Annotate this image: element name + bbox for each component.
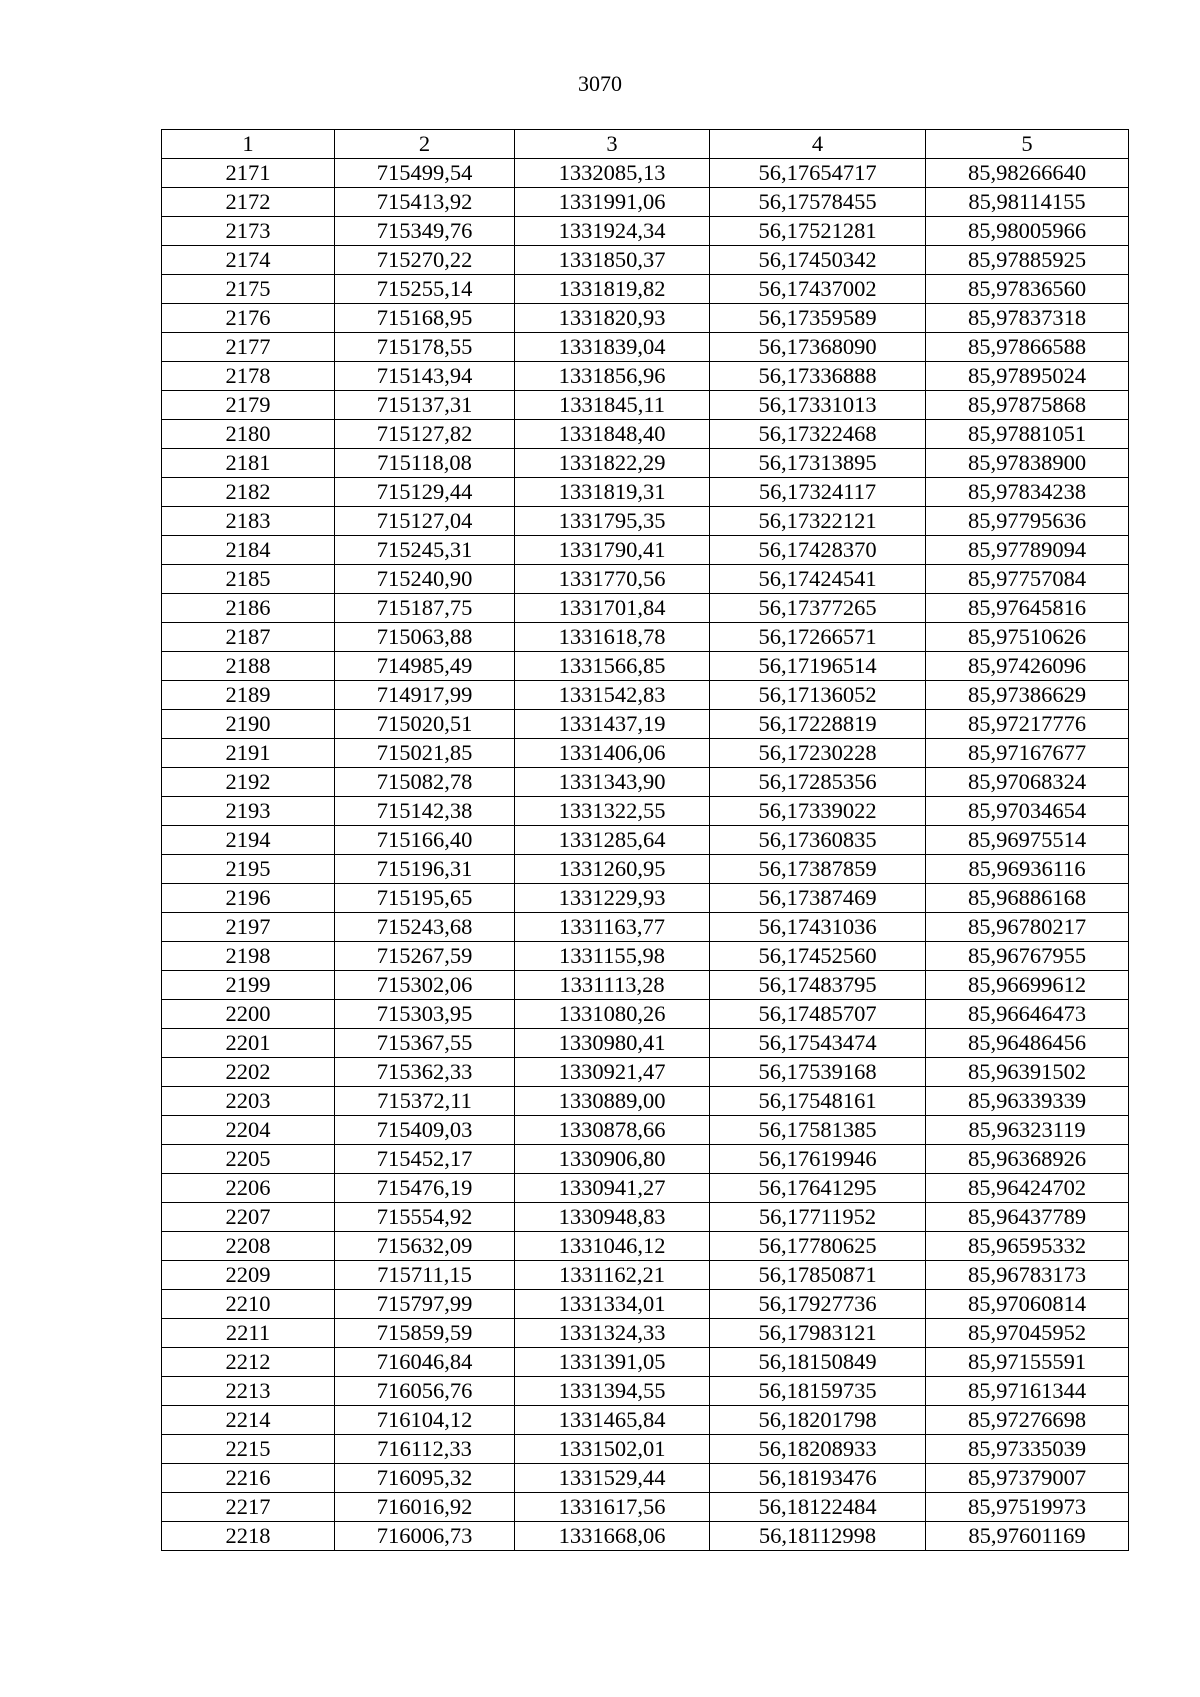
table-cell: 56,18201798 [710,1406,926,1435]
table-cell: 56,18122484 [710,1493,926,1522]
table-row [162,1406,1129,1435]
table-cell: 1331839,04 [515,333,710,362]
table-cell: 715452,17 [335,1145,515,1174]
table-cell: 1330906,80 [515,1145,710,1174]
table-cell: 715240,90 [335,565,515,594]
table-cell: 1331324,33 [515,1319,710,1348]
table-row [162,362,1129,391]
table-cell: 85,96780217 [926,913,1129,942]
table-row [162,1058,1129,1087]
table-cell: 2196 [162,884,335,913]
table-cell: 1331542,83 [515,681,710,710]
table-cell: 716095,32 [335,1464,515,1493]
table-cell: 85,97167677 [926,739,1129,768]
table-cell: 2172 [162,188,335,217]
table-row [162,681,1129,710]
column-header: 4 [710,130,926,159]
table-cell: 715127,82 [335,420,515,449]
table-row [162,1464,1129,1493]
table-cell: 715413,92 [335,188,515,217]
table-cell: 715302,06 [335,971,515,1000]
table-cell: 2186 [162,594,335,623]
table-cell: 1331163,77 [515,913,710,942]
table-cell: 85,97834238 [926,478,1129,507]
table-cell: 85,96886168 [926,884,1129,913]
table-cell: 1331529,44 [515,1464,710,1493]
table-cell: 1331856,96 [515,362,710,391]
table-cell: 85,97386629 [926,681,1129,710]
table-cell: 2200 [162,1000,335,1029]
table-cell: 85,96368926 [926,1145,1129,1174]
table-row [162,217,1129,246]
table-cell: 2206 [162,1174,335,1203]
table-cell: 85,97757084 [926,565,1129,594]
table-header-row [162,130,1129,159]
table-cell: 1330980,41 [515,1029,710,1058]
table-cell: 2207 [162,1203,335,1232]
table-cell: 85,98266640 [926,159,1129,188]
table-cell: 1330948,83 [515,1203,710,1232]
column-header: 5 [926,130,1129,159]
table-row [162,507,1129,536]
table-cell: 1331502,01 [515,1435,710,1464]
table-cell: 2177 [162,333,335,362]
table-cell: 2173 [162,217,335,246]
table-cell: 56,17711952 [710,1203,926,1232]
table-cell: 716112,33 [335,1435,515,1464]
table-cell: 85,96975514 [926,826,1129,855]
table-cell: 2182 [162,478,335,507]
table-cell: 85,97379007 [926,1464,1129,1493]
table-cell: 1331437,19 [515,710,710,739]
table-cell: 2195 [162,855,335,884]
table-row [162,855,1129,884]
table-cell: 1331394,55 [515,1377,710,1406]
table-cell: 56,17336888 [710,362,926,391]
table-row [162,768,1129,797]
table-cell: 715178,55 [335,333,515,362]
table-row [162,797,1129,826]
table-cell: 85,96424702 [926,1174,1129,1203]
table-cell: 2204 [162,1116,335,1145]
table-cell: 715195,65 [335,884,515,913]
table-cell: 56,17322468 [710,420,926,449]
table-cell: 56,17230228 [710,739,926,768]
table-cell: 715082,78 [335,768,515,797]
table-row [162,275,1129,304]
table-cell: 2194 [162,826,335,855]
table-cell: 715632,09 [335,1232,515,1261]
table-cell: 85,96595332 [926,1232,1129,1261]
table-cell: 715143,94 [335,362,515,391]
table-cell: 85,96936116 [926,855,1129,884]
table-cell: 85,96323119 [926,1116,1129,1145]
table-row [162,1319,1129,1348]
table-cell: 1331924,34 [515,217,710,246]
table-row [162,1174,1129,1203]
table-row [162,652,1129,681]
table-cell: 715118,08 [335,449,515,478]
table-cell: 56,17850871 [710,1261,926,1290]
table-cell: 2209 [162,1261,335,1290]
table-row [162,1029,1129,1058]
table-row [162,478,1129,507]
table-cell: 1331848,40 [515,420,710,449]
table-cell: 56,18208933 [710,1435,926,1464]
table-row [162,1522,1129,1551]
table-cell: 2217 [162,1493,335,1522]
table-cell: 56,17543474 [710,1029,926,1058]
table-cell: 2171 [162,159,335,188]
table-cell: 56,17452560 [710,942,926,971]
table-row [162,1000,1129,1029]
table-row [162,420,1129,449]
table-cell: 716016,92 [335,1493,515,1522]
table-cell: 1331322,55 [515,797,710,826]
table-cell: 1331285,64 [515,826,710,855]
table-row [162,942,1129,971]
table-cell: 715137,31 [335,391,515,420]
table-cell: 2191 [162,739,335,768]
table-row [162,391,1129,420]
table-cell: 715142,38 [335,797,515,826]
table-row [162,188,1129,217]
table-row [162,246,1129,275]
table-cell: 1330889,00 [515,1087,710,1116]
table-cell: 2185 [162,565,335,594]
table-cell: 56,17387859 [710,855,926,884]
table-cell: 2184 [162,536,335,565]
table-cell: 85,97045952 [926,1319,1129,1348]
table-cell: 85,96339339 [926,1087,1129,1116]
table-cell: 2180 [162,420,335,449]
table-row [162,710,1129,739]
table-row [162,826,1129,855]
table-cell: 85,96437789 [926,1203,1129,1232]
table-cell: 56,17431036 [710,913,926,942]
coordinates-table [161,129,1129,1551]
table-cell: 2214 [162,1406,335,1435]
table-cell: 715267,59 [335,942,515,971]
table-cell: 2176 [162,304,335,333]
table-cell: 2197 [162,913,335,942]
table-cell: 1331260,95 [515,855,710,884]
table-cell: 85,96783173 [926,1261,1129,1290]
table-cell: 1331406,06 [515,739,710,768]
table-cell: 715021,85 [335,739,515,768]
table-row [162,1232,1129,1261]
table-cell: 56,17368090 [710,333,926,362]
table-cell: 714917,99 [335,681,515,710]
table-cell: 1331790,41 [515,536,710,565]
table-body [162,130,1129,1551]
table-cell: 716006,73 [335,1522,515,1551]
table-cell: 715409,03 [335,1116,515,1145]
table-cell: 85,97789094 [926,536,1129,565]
table-cell: 715020,51 [335,710,515,739]
table-cell: 56,17228819 [710,710,926,739]
table-cell: 85,97426096 [926,652,1129,681]
column-header: 3 [515,130,710,159]
column-header: 2 [335,130,515,159]
table-cell: 85,97519973 [926,1493,1129,1522]
table-cell: 2205 [162,1145,335,1174]
table-cell: 715372,11 [335,1087,515,1116]
table-cell: 715711,15 [335,1261,515,1290]
table-cell: 715168,95 [335,304,515,333]
table-cell: 56,17654717 [710,159,926,188]
table-cell: 1331770,56 [515,565,710,594]
table-cell: 2211 [162,1319,335,1348]
table-cell: 1331701,84 [515,594,710,623]
table-cell: 1331566,85 [515,652,710,681]
table-row [162,1261,1129,1290]
table-cell: 2181 [162,449,335,478]
table-cell: 85,97885925 [926,246,1129,275]
table-cell: 85,97068324 [926,768,1129,797]
table-cell: 56,17359589 [710,304,926,333]
table-row [162,159,1129,188]
table-cell: 2202 [162,1058,335,1087]
table-cell: 1331617,56 [515,1493,710,1522]
table-cell: 2175 [162,275,335,304]
table-cell: 1330921,47 [515,1058,710,1087]
table-cell: 716046,84 [335,1348,515,1377]
table-row [162,594,1129,623]
table-cell: 56,18112998 [710,1522,926,1551]
table-cell: 85,97795636 [926,507,1129,536]
table-row [162,304,1129,333]
table-row [162,565,1129,594]
table-cell: 2203 [162,1087,335,1116]
table-cell: 715196,31 [335,855,515,884]
table-row [162,1145,1129,1174]
table-cell: 85,97335039 [926,1435,1129,1464]
table-cell: 56,18193476 [710,1464,926,1493]
page-number: 3070 [578,71,622,96]
table-cell: 85,97837318 [926,304,1129,333]
table-cell: 56,17428370 [710,536,926,565]
table-cell: 716056,76 [335,1377,515,1406]
table-cell: 715063,88 [335,623,515,652]
table-cell: 85,96486456 [926,1029,1129,1058]
table-cell: 85,97161344 [926,1377,1129,1406]
table-cell: 1331819,82 [515,275,710,304]
table-cell: 56,17360835 [710,826,926,855]
table-row [162,1087,1129,1116]
table-cell: 1331618,78 [515,623,710,652]
table-cell: 715476,19 [335,1174,515,1203]
table-cell: 716104,12 [335,1406,515,1435]
table-cell: 715859,59 [335,1319,515,1348]
table-cell: 1331822,29 [515,449,710,478]
table-cell: 56,17485707 [710,1000,926,1029]
table-row [162,623,1129,652]
table-cell: 715129,44 [335,478,515,507]
table-cell: 85,96767955 [926,942,1129,971]
table-cell: 715303,95 [335,1000,515,1029]
table-cell: 715127,04 [335,507,515,536]
table-cell: 2201 [162,1029,335,1058]
table-cell: 2178 [162,362,335,391]
column-header: 1 [162,130,335,159]
table-cell: 85,97866588 [926,333,1129,362]
table-cell: 56,17983121 [710,1319,926,1348]
table-cell: 56,17424541 [710,565,926,594]
table-cell: 2199 [162,971,335,1000]
table-row [162,449,1129,478]
table-row [162,333,1129,362]
table-cell: 1331046,12 [515,1232,710,1261]
table-cell: 1331155,98 [515,942,710,971]
table-cell: 85,98005966 [926,217,1129,246]
table-cell: 1330941,27 [515,1174,710,1203]
table-row [162,1348,1129,1377]
table-cell: 56,17313895 [710,449,926,478]
table-cell: 85,97601169 [926,1522,1129,1551]
table-cell: 2174 [162,246,335,275]
table-cell: 715797,99 [335,1290,515,1319]
table-cell: 56,18159735 [710,1377,926,1406]
table-cell: 56,17196514 [710,652,926,681]
table-cell: 85,96391502 [926,1058,1129,1087]
table-cell: 1331229,93 [515,884,710,913]
table-cell: 85,98114155 [926,188,1129,217]
table-cell: 85,97510626 [926,623,1129,652]
table-cell: 85,97034654 [926,797,1129,826]
table-row [162,1377,1129,1406]
table-cell: 715499,54 [335,159,515,188]
table-cell: 2210 [162,1290,335,1319]
table-cell: 85,97276698 [926,1406,1129,1435]
table-row [162,1290,1129,1319]
table-cell: 715243,68 [335,913,515,942]
table-cell: 56,17780625 [710,1232,926,1261]
table-cell: 56,17927736 [710,1290,926,1319]
table-row [162,536,1129,565]
table-cell: 1331795,35 [515,507,710,536]
table-cell: 85,97217776 [926,710,1129,739]
table-cell: 2187 [162,623,335,652]
table-row [162,971,1129,1000]
table-cell: 1330878,66 [515,1116,710,1145]
table-cell: 1331334,01 [515,1290,710,1319]
table-cell: 2213 [162,1377,335,1406]
table-cell: 2198 [162,942,335,971]
table-cell: 56,17322121 [710,507,926,536]
table-cell: 1331991,06 [515,188,710,217]
table-cell: 85,97881051 [926,420,1129,449]
table-cell: 56,17641295 [710,1174,926,1203]
table-cell: 1331162,21 [515,1261,710,1290]
table-cell: 2193 [162,797,335,826]
table-cell: 56,17285356 [710,768,926,797]
table-cell: 56,17437002 [710,275,926,304]
table-cell: 1331080,26 [515,1000,710,1029]
table-cell: 2183 [162,507,335,536]
table-cell: 56,17483795 [710,971,926,1000]
table-cell: 56,17619946 [710,1145,926,1174]
table-cell: 56,17136052 [710,681,926,710]
table-cell: 56,17539168 [710,1058,926,1087]
table-cell: 1331391,05 [515,1348,710,1377]
table-cell: 56,17387469 [710,884,926,913]
table-cell: 85,97875868 [926,391,1129,420]
table-cell: 715367,55 [335,1029,515,1058]
table-cell: 715187,75 [335,594,515,623]
table-cell: 2190 [162,710,335,739]
table-cell: 56,17324117 [710,478,926,507]
table-cell: 2179 [162,391,335,420]
table-row [162,1435,1129,1464]
table-cell: 1331820,93 [515,304,710,333]
table-cell: 56,17339022 [710,797,926,826]
table-cell: 2218 [162,1522,335,1551]
table-cell: 85,96699612 [926,971,1129,1000]
table-cell: 85,97895024 [926,362,1129,391]
table-cell: 56,17377265 [710,594,926,623]
table-cell: 56,17521281 [710,217,926,246]
table-cell: 56,17266571 [710,623,926,652]
table-cell: 715245,31 [335,536,515,565]
table-cell: 56,17450342 [710,246,926,275]
table-cell: 2208 [162,1232,335,1261]
table-row [162,1116,1129,1145]
table-cell: 85,97155591 [926,1348,1129,1377]
table-cell: 1331845,11 [515,391,710,420]
table-cell: 715349,76 [335,217,515,246]
table-cell: 1332085,13 [515,159,710,188]
table-cell: 1331343,90 [515,768,710,797]
table-row [162,884,1129,913]
table-cell: 56,17581385 [710,1116,926,1145]
table-cell: 85,97060814 [926,1290,1129,1319]
table-cell: 56,17331013 [710,391,926,420]
table-cell: 715166,40 [335,826,515,855]
table-cell: 85,96646473 [926,1000,1129,1029]
table-cell: 2215 [162,1435,335,1464]
table-cell: 2216 [162,1464,335,1493]
table-cell: 1331465,84 [515,1406,710,1435]
table-cell: 56,17548161 [710,1087,926,1116]
table-row [162,1203,1129,1232]
table-cell: 1331113,28 [515,971,710,1000]
table-cell: 85,97645816 [926,594,1129,623]
table-cell: 715362,33 [335,1058,515,1087]
table-cell: 1331850,37 [515,246,710,275]
table-row [162,739,1129,768]
table-cell: 715270,22 [335,246,515,275]
table-cell: 56,17578455 [710,188,926,217]
table-cell: 715255,14 [335,275,515,304]
table-cell: 2188 [162,652,335,681]
table-cell: 2212 [162,1348,335,1377]
table-cell: 85,97836560 [926,275,1129,304]
table-cell: 715554,92 [335,1203,515,1232]
table-cell: 714985,49 [335,652,515,681]
table-cell: 2189 [162,681,335,710]
table-row [162,1493,1129,1522]
table-cell: 2192 [162,768,335,797]
table-cell: 1331668,06 [515,1522,710,1551]
table-row [162,913,1129,942]
table-cell: 56,18150849 [710,1348,926,1377]
table-cell: 85,97838900 [926,449,1129,478]
table-cell: 1331819,31 [515,478,710,507]
